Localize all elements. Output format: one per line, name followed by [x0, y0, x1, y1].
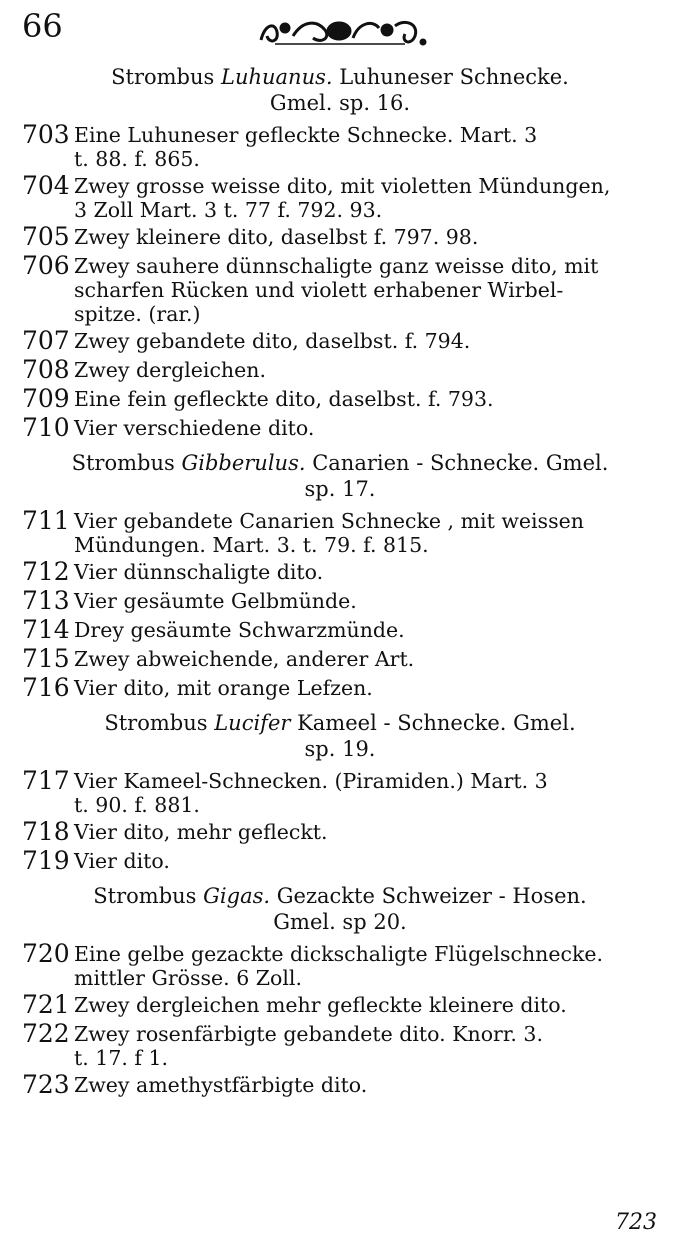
entry-text: [74, 557, 680, 584]
entry-number: 722: [22, 1019, 70, 1048]
entry-line: Zwey amethystfärbigte dito.: [74, 1073, 368, 1097]
gmelin-reference: sp. 19.: [304, 737, 376, 761]
section-heading: [40, 64, 640, 116]
entry-number: 714: [22, 615, 70, 644]
catchword: 723: [615, 1210, 657, 1235]
genus: Strombus: [111, 65, 215, 89]
page-number: 66: [22, 7, 63, 45]
entry-709: [0, 384, 680, 413]
entry-number: 708: [22, 355, 70, 384]
entry-712: [0, 557, 680, 586]
entry-line: Zwey dergleichen.: [74, 358, 266, 382]
section-heading: [40, 883, 640, 935]
entry-text: [74, 644, 680, 671]
entry-number: 715: [22, 644, 70, 673]
entry-703: [0, 120, 680, 171]
entry-text: [74, 766, 680, 817]
section-heading: [40, 450, 640, 502]
entry-714: [0, 615, 680, 644]
entry-line: Vier dito.: [74, 849, 170, 873]
entry-717: [0, 766, 680, 817]
entry-text: [74, 1019, 680, 1070]
entry-number: 718: [22, 817, 70, 846]
entry-text: [74, 817, 680, 844]
entry-number: 721: [22, 990, 70, 1019]
entry-text: [74, 615, 680, 642]
entry-713: [0, 586, 680, 615]
entry-line: Zwey sauhere dünnschaligte ganz weisse dito, mit: [74, 254, 599, 278]
section-gibberulus: [0, 450, 680, 702]
entry-text: [74, 326, 680, 353]
entry-line: mittler Grösse. 6 Zoll.: [74, 966, 302, 990]
section-lucifer: [0, 710, 680, 875]
entry-708: [0, 355, 680, 384]
entry-line: 3 Zoll Mart. 3 t. 77 f. 792. 93.: [74, 198, 383, 222]
entry-number: 717: [22, 766, 70, 795]
entry-number: 716: [22, 673, 70, 702]
entry-number: 719: [22, 846, 70, 875]
entry-line: Vier dünnschaligte dito.: [74, 560, 324, 584]
genus: Strombus: [104, 711, 208, 735]
entry-line: Eine Luhuneser gefleckte Schnecke. Mart. 3: [74, 123, 538, 147]
entry-text: [74, 1070, 680, 1097]
entry-text: [74, 586, 680, 613]
entry-number: 703: [22, 120, 70, 149]
entry-line: spitze. (rar.): [74, 302, 201, 326]
entry-number: 713: [22, 586, 70, 615]
entry-707: [0, 326, 680, 355]
entry-text: [74, 673, 680, 700]
entry-705: [0, 222, 680, 251]
entry-line: Vier dito, mehr gefleckt.: [74, 820, 328, 844]
gmelin-reference: sp. 17.: [304, 477, 376, 501]
entry-711: [0, 506, 680, 557]
common-name: Gezackte Schweizer - Hosen.: [276, 884, 587, 908]
entry-line: Zwey rosenfärbigte gebandete dito. Knorr. 3.: [74, 1022, 543, 1046]
printer-ornament-icon: [255, 14, 430, 50]
entry-line: Eine fein gefleckte dito, daselbst. f. 793.: [74, 387, 494, 411]
common-name: Kameel - Schnecke. Gmel.: [297, 711, 576, 735]
entry-number: 711: [22, 506, 70, 535]
entry-704: [0, 171, 680, 222]
entry-text: [74, 171, 680, 222]
entry-number: 720: [22, 939, 70, 968]
entry-number: 723: [22, 1070, 70, 1099]
entry-text: [74, 939, 680, 990]
entry-718: [0, 817, 680, 846]
section-heading: [40, 710, 640, 762]
entry-number: 706: [22, 251, 70, 280]
genus: Strombus: [71, 451, 175, 475]
entry-line: Zwey abweichende, anderer Art.: [74, 647, 415, 671]
entry-line: scharfen Rücken und violett erhabener Wirbel-: [74, 278, 564, 302]
entry-line: Vier dito, mit orange Lefzen.: [74, 676, 373, 700]
entry-text: [74, 251, 680, 326]
entry-716: [0, 673, 680, 702]
entry-number: 707: [22, 326, 70, 355]
common-name: Canarien - Schnecke. Gmel.: [312, 451, 609, 475]
entry-line: t. 90. f. 881.: [74, 793, 200, 817]
entry-715: [0, 644, 680, 673]
entry-722: [0, 1019, 680, 1070]
entry-text: [74, 384, 680, 411]
entry-720: [0, 939, 680, 990]
species: Gigas.: [203, 884, 271, 908]
entry-number: 712: [22, 557, 70, 586]
entry-number: 710: [22, 413, 70, 442]
section-luhuanus: [0, 64, 680, 442]
entry-text: [74, 413, 680, 440]
entry-line: Zwey gebandete dito, daselbst. f. 794.: [74, 329, 471, 353]
entry-text: [74, 846, 680, 873]
section-gigas: [0, 883, 680, 1099]
entry-text: [74, 355, 680, 382]
entry-line: Vier verschiedene dito.: [74, 416, 315, 440]
species: Gibberulus.: [181, 451, 306, 475]
gmelin-reference: Gmel. sp 20.: [273, 910, 407, 934]
entry-706: [0, 251, 680, 326]
species: Luhuanus.: [221, 65, 333, 89]
entry-line: Eine gelbe gezackte dickschaligte Flügelschnecke.: [74, 942, 604, 966]
common-name: Luhuneser Schnecke.: [339, 65, 569, 89]
entry-line: Mündungen. Mart. 3. t. 79. f. 815.: [74, 533, 429, 557]
entry-text: [74, 120, 680, 171]
catalogue-body: [0, 62, 680, 1099]
entry-text: [74, 990, 680, 1017]
entry-719: [0, 846, 680, 875]
entry-text: [74, 222, 680, 249]
entry-line: Zwey kleinere dito, daselbst f. 797. 98.: [74, 225, 479, 249]
entry-line: Vier gebandete Canarien Schnecke , mit weissen: [74, 509, 584, 533]
gmelin-reference: Gmel. sp. 16.: [269, 91, 411, 115]
entry-number: 705: [22, 222, 70, 251]
entry-line: Zwey dergleichen mehr gefleckte kleinere dito.: [74, 993, 567, 1017]
entry-721: [0, 990, 680, 1019]
entry-723: [0, 1070, 680, 1099]
entry-line: t. 17. f 1.: [74, 1046, 169, 1070]
entry-text: [74, 506, 680, 557]
entry-710: [0, 413, 680, 442]
entry-number: 704: [22, 171, 70, 200]
species: Lucifer: [214, 711, 291, 735]
entry-line: Vier gesäumte Gelbmünde.: [74, 589, 357, 613]
genus: Strombus: [93, 884, 197, 908]
entry-line: Vier Kameel-Schnecken. (Piramiden.) Mart. 3: [74, 769, 548, 793]
entry-line: Drey gesäumte Schwarzmünde.: [74, 618, 405, 642]
entry-line: Zwey grosse weisse dito, mit violetten Mündungen,: [74, 174, 611, 198]
entry-line: t. 88. f. 865.: [74, 147, 200, 171]
entry-number: 709: [22, 384, 70, 413]
